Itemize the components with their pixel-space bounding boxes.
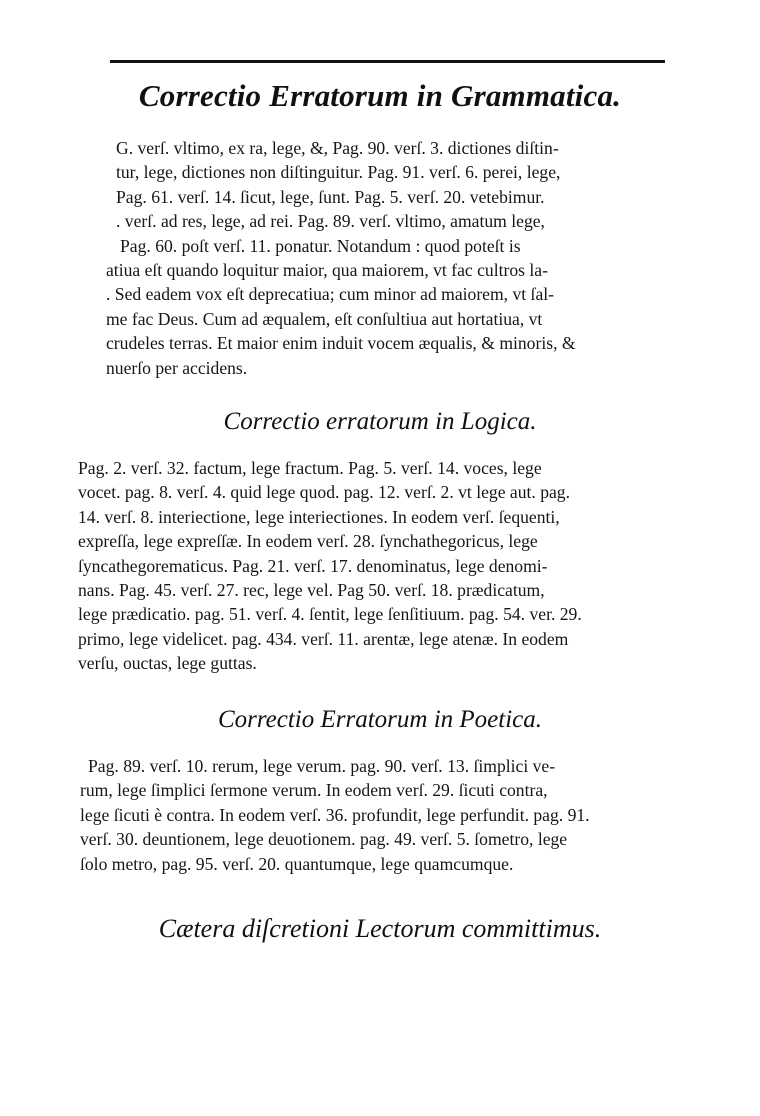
text-line: tur, lege, dictiones non diſtinguitur. Pag. 91. verſ. 6. perei, lege,	[116, 162, 561, 183]
text-line: G. verſ. vltimo, ex ra, lege, &, Pag. 90. verſ. 3. dictiones diſtin-	[116, 138, 559, 158]
text-line: 14. verſ. 8. interiectione, lege interiectiones. In eodem verſ. ſequenti,	[78, 506, 560, 527]
text-line: Pag. 2. verſ. 32. factum, lege fractum. Pag. 5. verſ. 14. voces, lege	[78, 458, 542, 478]
closing-line: Cætera diſcretioni Lectorum committimus.	[158, 914, 602, 943]
poetica-text	[80, 754, 720, 876]
text-line: atiua eſt quando loquitur maior, qua maiorem, vt fac cultros la-	[106, 259, 548, 280]
grammatica-text	[106, 136, 718, 380]
text-line: Pag. 89. verſ. 10. rerum, lege verum. pag. 90. verſ. 13. ſimplici ve-	[88, 756, 556, 776]
text-line: ſyncathegorematicus. Pag. 21. verſ. 17. denominatus, lege denomi-	[78, 555, 548, 576]
text-line: ſolo metro, pag. 95. verſ. 20. quantumque, lege quamcumque.	[80, 853, 514, 874]
text-line: crudeles terras. Et maior enim induit vocem æqualis, & minoris, &	[106, 333, 576, 354]
logica-heading: Correctio erratorum in Logica.	[223, 408, 537, 435]
text-line: primo, lege videlicet. pag. 434. verſ. 11. arentæ, lege atenæ. In eodem	[78, 628, 569, 649]
text-line: verſ. 30. deuntionem, lege deuotionem. pag. 49. verſ. 5. ſometro, lege	[80, 829, 568, 850]
text-line: nuerſo per accidens.	[106, 357, 248, 378]
text-line: . verſ. ad res, lege, ad rei. Pag. 89. verſ. vltimo, amatum lege,	[116, 211, 545, 232]
logica-text	[78, 456, 718, 676]
text-line: . Sed eadem vox eſt deprecatiua; cum minor ad maiorem, vt ſal-	[106, 284, 554, 305]
text-line: Pag. 61. verſ. 14. ſicut, lege, ſunt. Pag. 5. verſ. 20. vetebimur.	[116, 186, 545, 207]
text-line: Pag. 60. poſt verſ. 11. ponatur. Notandum : quod poteſt is	[120, 235, 521, 256]
text-line: rum, lege ſimplici ſermone verum. In eodem verſ. 29. ſicuti contra,	[80, 780, 548, 801]
poetica-heading: Correctio Erratorum in Poetica.	[217, 706, 543, 733]
text-line: lege prædicatio. pag. 51. verſ. 4. ſentit, lege ſenſitiuum. pag. 54. ver. 29.	[78, 604, 582, 625]
text-line: verſu, ouctas, lege guttas.	[78, 653, 257, 674]
text-line: vocet. pag. 8. verſ. 4. quid lege quod. pag. 12. verſ. 2. vt lege aut. pag.	[78, 482, 571, 503]
text-line: me fac Deus. Cum ad æqualem, eſt conſultiua aut hortatiua, vt	[106, 308, 543, 329]
text-line: nans. Pag. 45. verſ. 27. rec, lege vel. Pag 50. verſ. 18. prædicatum,	[78, 579, 545, 600]
text-line: expreſſa, lege expreſſæ. In eodem verſ. 28. ſynchathegoricus, lege	[78, 531, 538, 552]
grammatica-heading: Correctio Erratorum in Grammatica.	[138, 78, 622, 113]
text-line: lege ſicuti è contra. In eodem verſ. 36. profundit, lege perfundit. pag. 91.	[80, 804, 590, 825]
top-rule	[110, 60, 665, 63]
